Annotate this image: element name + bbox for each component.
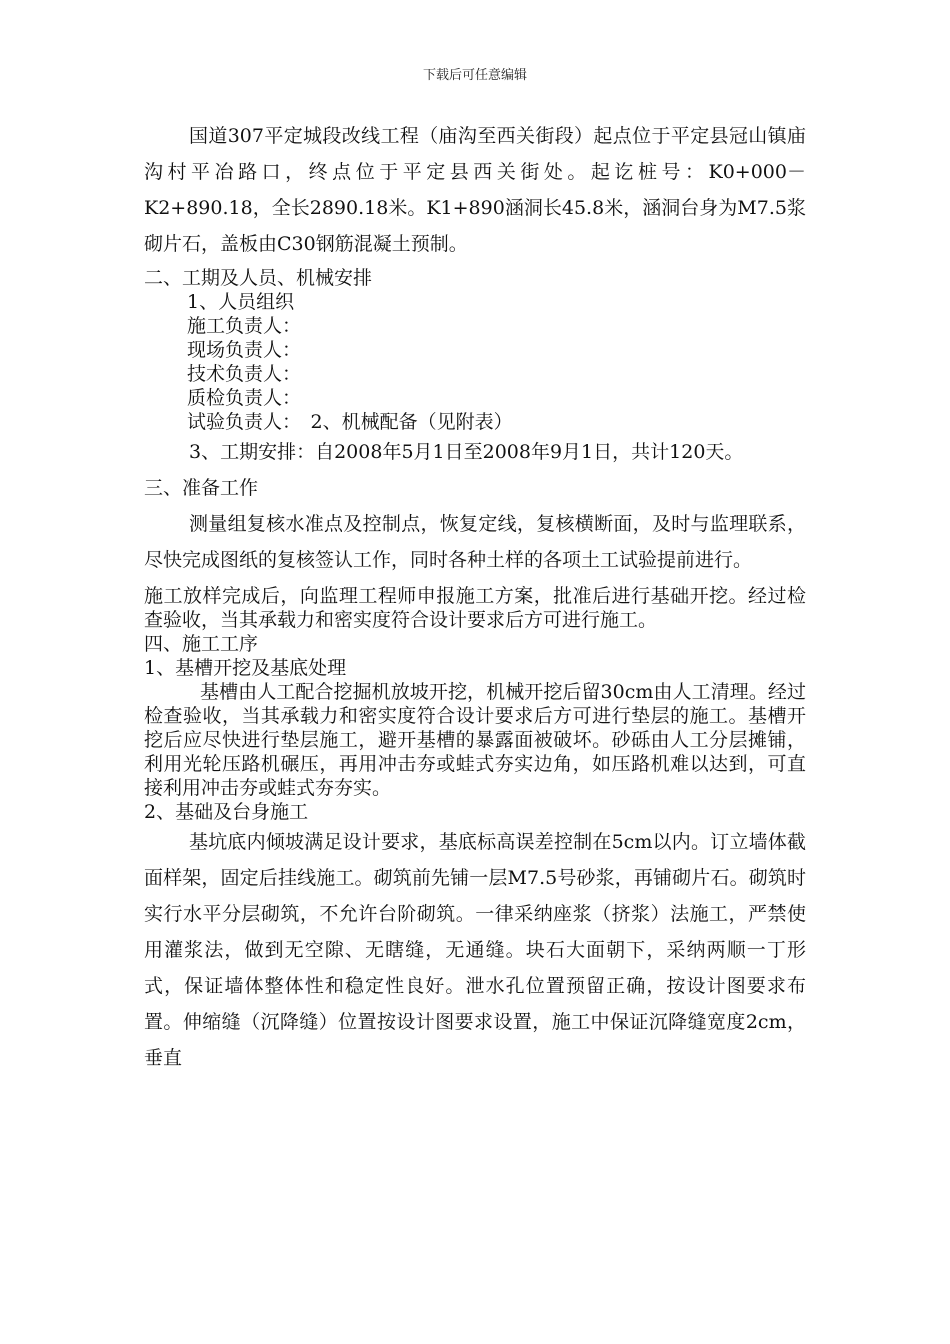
role-construction-lead: 施工负责人： [187, 315, 302, 337]
section-3-heading: 三、准备工作 [144, 477, 259, 499]
schedule-paragraph: 3、工期安排：自2008年5月1日至2008年9月1日，共计120天。 [189, 441, 744, 463]
intro-paragraph: 国道307平定城段改线工程（庙沟至西关街段）起点位于平定县冠山镇庙沟村平冶路口，终点位于平定县西关街处。起讫桩号：K0+000－K2+890.18，全长2890.18米。K1+890涵洞长45.8米，涵洞台身为M7.5浆砌片石，盖板由C30钢筋混凝土预制。 [144, 125, 806, 255]
role-site-lead: 现场负责人： [187, 339, 302, 361]
section-4-heading: 四、施工工序 [144, 633, 259, 655]
personnel-block [144, 290, 806, 434]
page-header: 下载后可任意编辑 [422, 68, 527, 83]
step-2-paragraph: 基坑底内倾坡满足设计要求，基底标高误差控制在5cm以内。订立墙体截面样架，固定后挂线施工。砌筑前先铺一层M7.5号砂浆，再铺砌片石。砌筑时实行水平分层砌筑，不允许台阶砌筑。一律采纳座浆（挤浆）法施工，严禁使用灌浆法，做到无空隙、无瞎缝，无通缝。块石大面朝下，采纳两顺一丁形式，保证墙体整体性和稳定性良好。泄水孔位置预留正确，按设计图要求布置。伸缩缝（沉降缝）位置按设计图要求设置，施工中保证沉降缝宽度2cm，垂直 [144, 831, 806, 1069]
role-technical-lead: 技术负责人： [187, 363, 302, 385]
role-quality-lead: 质检负责人： [187, 387, 302, 409]
document-body [144, 118, 806, 1076]
step-1-paragraph: 基槽由人工配合挖掘机放坡开挖，机械开挖后留30cm由人工清理。经过检查验收，当其承载力和密实度符合设计要求后方可进行垫层的施工。基槽开挖后应尽快进行垫层施工，避开基槽的暴露面被破坏。砂砾由人工分层摊铺，利用光轮压路机碾压，再用冲击夯或蛙式夯实边角，如压路机难以达到，可直接利用冲击夯或蛙式夯夯实。 [144, 681, 806, 799]
step-2-heading: 2、基础及台身施工 [144, 801, 309, 823]
prep-paragraph-1: 测量组复核水准点及控制点，恢复定线，复核横断面，及时与监理联系，尽快完成图纸的复核签认工作，同时各种土样的各项土工试验提前进行。 [144, 513, 806, 571]
role-testing-lead: 试验负责人： 2、机械配备（见附表） [187, 411, 513, 433]
section-2-heading: 二、工期及人员、机械安排 [144, 267, 373, 289]
personnel-heading: 1、人员组织 [187, 291, 295, 313]
prep-paragraph-2: 施工放样完成后，向监理工程师申报施工方案，批准后进行基础开挖。经过检查验收，当其承载力和密实度符合设计要求后方可进行施工。 [144, 585, 806, 631]
step-1-heading: 1、基槽开挖及基底处理 [144, 657, 347, 679]
